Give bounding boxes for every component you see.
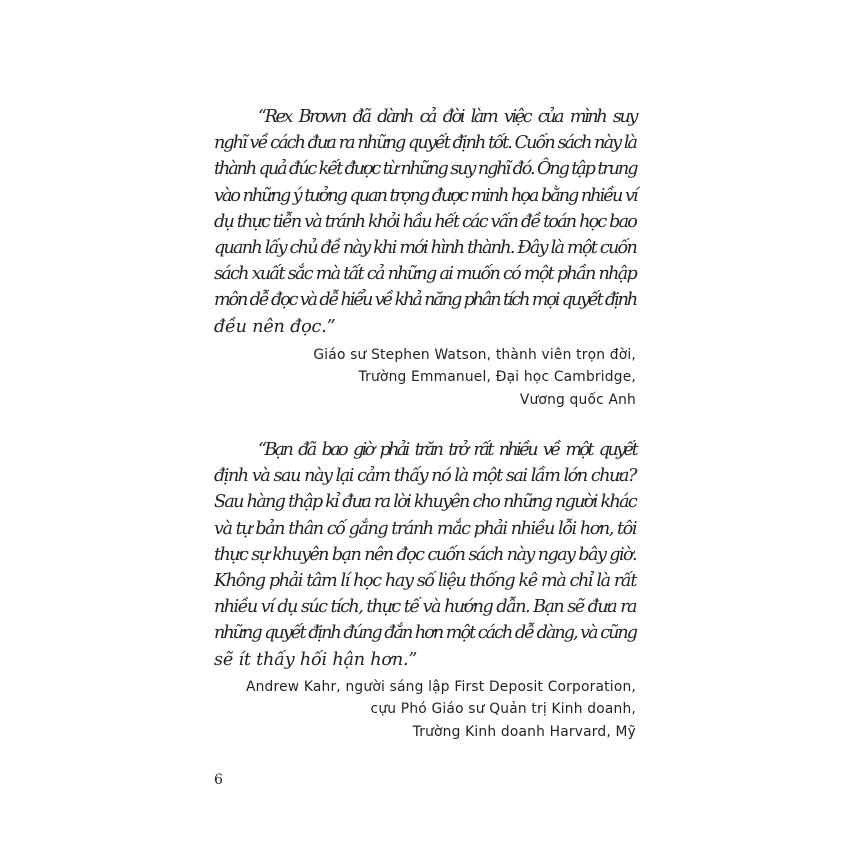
quote-block-kahr [214, 437, 636, 744]
quote-line: Không phải tâm lí học hay số liệu thống kê mà chỉ là rất [214, 571, 636, 592]
quote-line: vào những ý tưởng quan trọng được minh họa bằng nhiều ví [214, 185, 637, 206]
quote-line: thực sự khuyên bạn nên đọc cuốn sách này ngay bây giờ. [214, 544, 637, 565]
page-number: 6 [214, 772, 223, 788]
attribution-line: Andrew Kahr, người sáng lập First Deposit Corporation, [245, 678, 636, 695]
quote-line: Sau hàng thập kỉ đưa ra lời khuyên cho những người khác [214, 492, 636, 513]
quote-line: dụ thực tiễn và tránh khỏi hầu hết các vấn đề toán học bao [214, 211, 637, 232]
quote-attribution [214, 344, 636, 412]
attribution-line: Vương quốc Anh [519, 391, 636, 408]
quote-line: và tự bản thân cố gắng tránh mắc phải nhiều lỗi hơn, tôi [214, 518, 636, 539]
quote-line: đều nên đọc.” [214, 316, 336, 337]
attribution-line: Trường Kinh doanh Harvard, Mỹ [412, 723, 636, 740]
quote-line: “Bạn đã bao giờ phải trăn trở rất nhiều về một quyết [258, 440, 636, 460]
quote-attribution [214, 677, 636, 743]
quote-line: môn dễ đọc và dễ hiểu về khả năng phân tích mọi quyết định [214, 290, 637, 311]
quote-line: sẽ ít thấy hối hận hơn.” [214, 649, 418, 670]
attribution-line: Giáo sư Stephen Watson, thành viên trọn đời, [313, 346, 636, 363]
quote-line: thành quả đúc kết được từ những suy nghĩ đó. Ông tập trung [214, 159, 637, 180]
attribution-line: cựu Phó Giáo sư Quản trị Kinh doanh, [370, 701, 636, 718]
quote-line: quanh lấy chủ đề này khi mới hình thành. Đây là một cuốn [214, 238, 637, 259]
quote-line: sách xuất sắc mà tất cả những ai muốn có một phần nhập [214, 264, 636, 285]
quote-line: nghĩ về cách đưa ra những quyết định tốt. Cuốn sách này là [214, 133, 637, 154]
quote-line: những quyết định đúng đắn hơn một cách dễ dàng, và cũng [214, 623, 636, 644]
quote-line: “Rex Brown đã dành cả đời làm việc của mình suy [258, 107, 636, 127]
quote-text [214, 437, 636, 673]
quote-line: định và sau này lại cảm thấy nó là một sai lầm lớn chưa? [214, 466, 636, 487]
quote-line: nhiều ví dụ súc tích, thực tế và hướng dẫn. Bạn sẽ đưa ra [214, 597, 636, 618]
quote-text [214, 104, 636, 340]
quote-block-watson [214, 104, 636, 411]
attribution-line: Trường Emmanuel, Đại học Cambridge, [358, 369, 636, 386]
